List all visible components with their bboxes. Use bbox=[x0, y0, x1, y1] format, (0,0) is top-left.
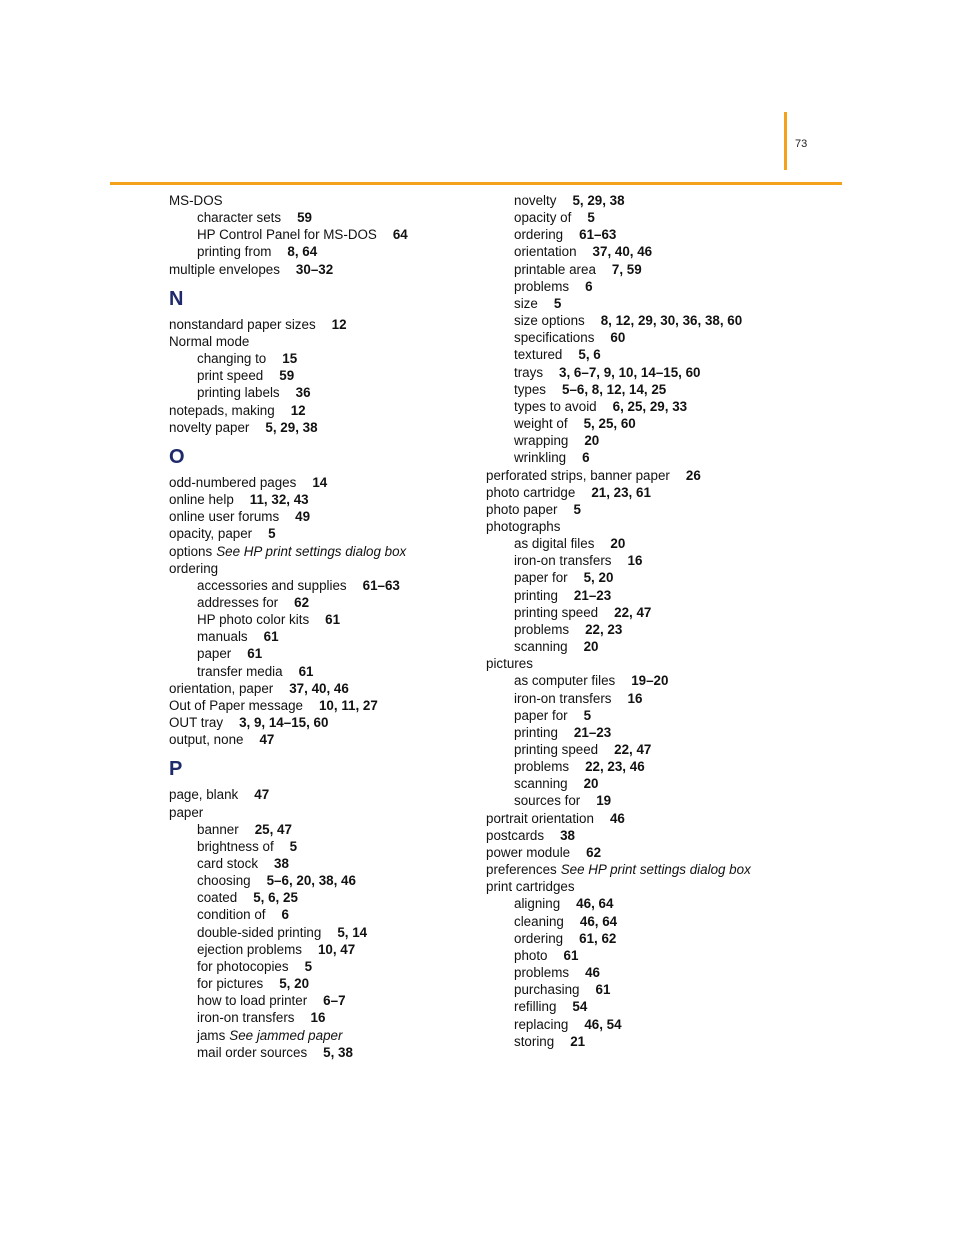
index-subentry bbox=[169, 367, 469, 384]
page-references: 47 bbox=[259, 732, 275, 748]
page-references: 59 bbox=[297, 210, 313, 226]
index-term: novelty paper bbox=[169, 419, 250, 435]
page-references: 25, 47 bbox=[254, 821, 292, 837]
page-references: 38 bbox=[560, 827, 575, 843]
page-references: 10, 47 bbox=[317, 941, 356, 957]
index-subentry bbox=[169, 838, 469, 855]
page-references: 20 bbox=[583, 639, 599, 655]
page-references: 61–63 bbox=[579, 227, 617, 243]
index-term: Normal mode bbox=[169, 333, 250, 349]
page-references: 5 bbox=[573, 501, 581, 517]
page-references: 26 bbox=[685, 467, 701, 483]
index-term: double-sided printing bbox=[197, 924, 322, 940]
page-references: 5 bbox=[268, 526, 276, 542]
index-subentry bbox=[486, 947, 816, 964]
index-term: paper bbox=[197, 646, 232, 662]
index-term: addresses for bbox=[197, 594, 279, 610]
header-horizontal-rule bbox=[110, 182, 842, 185]
page-references: 10, 11, 27 bbox=[318, 697, 378, 713]
index-subentry bbox=[169, 924, 469, 941]
index-subentry bbox=[169, 1044, 469, 1061]
index-subentry bbox=[486, 1016, 816, 1033]
index-subentry bbox=[169, 663, 469, 680]
index-subentry bbox=[486, 449, 816, 466]
page-references: 5, 14 bbox=[337, 924, 368, 940]
index-term: MS-DOS bbox=[169, 193, 223, 208]
page-references: 46, 54 bbox=[584, 1016, 622, 1032]
index-term: printing from bbox=[197, 244, 272, 260]
index-term: printing speed bbox=[514, 604, 599, 620]
index-term: condition of bbox=[197, 907, 266, 923]
index-subentry bbox=[169, 1027, 469, 1044]
page-references: 8, 64 bbox=[287, 244, 318, 260]
index-subentry bbox=[169, 1009, 469, 1026]
page-references: 46 bbox=[609, 810, 625, 826]
page-references: 61 bbox=[595, 982, 611, 998]
page-references: 6–7 bbox=[323, 993, 346, 1009]
index-subentry bbox=[486, 707, 816, 724]
index-subentry bbox=[169, 594, 469, 611]
index-subentry bbox=[169, 226, 469, 243]
index-term: how to load printer bbox=[197, 993, 308, 1009]
index-entry bbox=[486, 467, 816, 484]
index-term: character sets bbox=[197, 210, 282, 226]
index-term: purchasing bbox=[514, 982, 580, 998]
index-term: HP Control Panel for MS-DOS bbox=[197, 227, 377, 243]
header-vertical-rule bbox=[784, 112, 787, 170]
page-references: 19–20 bbox=[631, 673, 669, 689]
page-references: 46, 64 bbox=[579, 913, 618, 929]
page-references: 5 bbox=[304, 958, 313, 974]
index-subentry bbox=[169, 243, 469, 260]
page-references: 5–6, 20, 38, 46 bbox=[266, 873, 356, 889]
index-term: postcards bbox=[486, 827, 545, 843]
page-references: 61 bbox=[247, 646, 263, 662]
index-subentry bbox=[169, 975, 469, 992]
index-subentry bbox=[169, 209, 469, 226]
page-number: 73 bbox=[795, 138, 808, 150]
index-term: ordering bbox=[514, 227, 564, 243]
index-subentry bbox=[169, 645, 469, 662]
index-term: photographs bbox=[486, 518, 561, 534]
page-references: 62 bbox=[294, 594, 310, 610]
index-term: page, blank bbox=[169, 787, 239, 803]
index-subentry bbox=[486, 398, 816, 415]
index-subentry bbox=[169, 906, 469, 923]
index-subentry bbox=[486, 312, 816, 329]
page-references: 3, 6–7, 9, 10, 14–15, 60 bbox=[559, 364, 701, 380]
index-entry bbox=[486, 484, 816, 501]
page-references: 3, 9, 14–15, 60 bbox=[239, 715, 329, 731]
page-references: 20 bbox=[583, 776, 599, 792]
index-subentry bbox=[486, 381, 816, 398]
page-references: 61 bbox=[325, 612, 341, 628]
index-subentry bbox=[486, 261, 816, 278]
index-term: banner bbox=[197, 821, 239, 837]
page-references: 37, 40, 46 bbox=[289, 680, 349, 696]
index-subentry bbox=[169, 384, 469, 401]
index-entry bbox=[486, 861, 816, 878]
index-term: storing bbox=[514, 1033, 555, 1049]
page-references: 19 bbox=[596, 793, 612, 809]
page-references: 6 bbox=[281, 907, 289, 923]
index-subentry bbox=[169, 855, 469, 872]
index-term: size bbox=[514, 295, 538, 311]
index-subentry bbox=[169, 958, 469, 975]
index-term: odd-numbered pages bbox=[169, 474, 297, 490]
index-term: replacing bbox=[514, 1016, 569, 1032]
page-references: 61 bbox=[563, 947, 579, 963]
index-term: for pictures bbox=[197, 976, 264, 992]
page-references: 20 bbox=[584, 433, 600, 449]
index-entry bbox=[486, 810, 816, 827]
index-term: online help bbox=[169, 492, 234, 508]
index-subentry bbox=[169, 992, 469, 1009]
index-entry bbox=[169, 491, 469, 508]
page-references: 61 bbox=[298, 663, 314, 679]
index-subentry bbox=[169, 577, 469, 594]
index-entry bbox=[486, 655, 816, 672]
index-subentry bbox=[169, 889, 469, 906]
index-entry bbox=[169, 333, 469, 350]
page-references: 5 bbox=[553, 295, 562, 311]
index-subentry bbox=[486, 964, 816, 981]
index-term: pictures bbox=[486, 656, 533, 672]
page-references: 12 bbox=[331, 316, 347, 332]
index-term: accessories and supplies bbox=[197, 577, 347, 593]
index-subentry bbox=[486, 329, 816, 346]
index-entry bbox=[486, 518, 816, 535]
index-subentry bbox=[486, 672, 816, 689]
page-references: 5 bbox=[587, 210, 595, 226]
index-term: iron-on transfers bbox=[514, 690, 612, 706]
index-term: opacity of bbox=[514, 210, 572, 226]
index-subentry bbox=[486, 724, 816, 741]
index-term: paper for bbox=[514, 707, 568, 723]
index-term: perforated strips, banner paper bbox=[486, 467, 670, 483]
index-term: print speed bbox=[197, 368, 264, 384]
page-references: 37, 40, 46 bbox=[592, 244, 653, 260]
index-subentry bbox=[486, 690, 816, 707]
index-entry bbox=[169, 192, 469, 209]
index-term: refilling bbox=[514, 999, 557, 1015]
index-subentry bbox=[486, 638, 816, 655]
index-entry bbox=[169, 508, 469, 525]
index-term: cleaning bbox=[514, 913, 564, 929]
index-term: online user forums bbox=[169, 509, 280, 525]
index-subentry bbox=[486, 741, 816, 758]
index-term: ordering bbox=[169, 560, 219, 576]
index-term: photo cartridge bbox=[486, 484, 576, 500]
index-term: wrinkling bbox=[514, 450, 567, 466]
index-term: nonstandard paper sizes bbox=[169, 316, 316, 332]
index-term: specifications bbox=[514, 330, 595, 346]
page-references: 61 bbox=[263, 629, 279, 645]
page-references: 16 bbox=[627, 690, 643, 706]
index-term: power module bbox=[486, 844, 571, 860]
page-references: 5, 20 bbox=[279, 976, 310, 992]
index-term: problems bbox=[514, 759, 570, 775]
page-references: 21, 23, 61 bbox=[591, 484, 651, 500]
index-term: options bbox=[169, 543, 213, 559]
index-subentry bbox=[486, 415, 816, 432]
page-references: 16 bbox=[627, 553, 643, 569]
index-term: orientation, paper bbox=[169, 680, 274, 696]
page-references: 6 bbox=[582, 450, 590, 466]
page-references: 6 bbox=[585, 278, 593, 294]
index-subentry bbox=[486, 346, 816, 363]
index-term: preferences bbox=[486, 862, 557, 878]
page-references: 8, 12, 29, 30, 36, 38, 60 bbox=[600, 313, 743, 329]
index-term: wrapping bbox=[514, 433, 569, 449]
page-references: 22, 47 bbox=[614, 604, 652, 620]
index-subentry bbox=[486, 930, 816, 947]
index-term: jams bbox=[197, 1027, 226, 1043]
index-term: paper for bbox=[514, 570, 568, 586]
index-term: types to avoid bbox=[514, 398, 597, 414]
page-references: 14 bbox=[312, 474, 328, 490]
page-references: 5, 25, 60 bbox=[583, 416, 636, 432]
index-term: photo paper bbox=[486, 501, 558, 517]
page-references: 21–23 bbox=[573, 724, 612, 740]
index-term: printable area bbox=[514, 261, 596, 277]
index-term: for photocopies bbox=[197, 958, 289, 974]
index-term: trays bbox=[514, 364, 544, 380]
page-references: 38 bbox=[274, 856, 289, 871]
index-term: Out of Paper message bbox=[169, 697, 303, 713]
index-subentry bbox=[486, 913, 816, 930]
index-entry bbox=[486, 844, 816, 861]
index-subentry bbox=[486, 775, 816, 792]
index-term: printing bbox=[514, 587, 558, 603]
index-subentry bbox=[169, 941, 469, 958]
page-references: 60 bbox=[610, 330, 626, 346]
index-term: HP photo color kits bbox=[197, 612, 310, 628]
index-entry bbox=[486, 878, 816, 895]
index-entry bbox=[169, 525, 469, 542]
page-references: 22, 23, 46 bbox=[585, 759, 645, 775]
page-references: 64 bbox=[392, 227, 408, 243]
index-entry bbox=[169, 261, 469, 278]
index-subentry bbox=[486, 295, 816, 312]
index-column-right bbox=[486, 192, 816, 1050]
index-term: problems bbox=[514, 965, 570, 981]
index-column-left bbox=[169, 192, 469, 1061]
see-reference: See HP print settings dialog box bbox=[216, 543, 407, 559]
index-entry bbox=[169, 731, 469, 748]
page-references: 22, 47 bbox=[614, 742, 652, 757]
index-subentry bbox=[486, 535, 816, 552]
index-term: problems bbox=[514, 278, 570, 294]
index-term: output, none bbox=[169, 732, 244, 748]
index-subentry bbox=[486, 621, 816, 638]
section-letter-n: N bbox=[169, 287, 184, 310]
index-term: novelty bbox=[514, 193, 557, 208]
page-references: 5, 38 bbox=[323, 1044, 353, 1060]
index-term: aligning bbox=[514, 896, 561, 912]
index-term: as computer files bbox=[514, 673, 616, 689]
index-term: printing bbox=[514, 724, 558, 740]
index-term: opacity, paper bbox=[169, 526, 253, 542]
page-references: 11, 32, 43 bbox=[249, 492, 309, 508]
index-term: ejection problems bbox=[197, 941, 302, 957]
section-letter-p: P bbox=[169, 758, 183, 781]
index-subentry bbox=[486, 895, 816, 912]
index-term: orientation bbox=[514, 244, 577, 260]
page-references: 54 bbox=[572, 999, 588, 1015]
index-entry bbox=[169, 714, 469, 731]
index-subentry bbox=[486, 432, 816, 449]
page-references: 5–6, 8, 12, 14, 25 bbox=[562, 381, 667, 397]
index-subentry bbox=[486, 192, 816, 209]
index-term: portrait orientation bbox=[486, 810, 594, 826]
index-entry bbox=[169, 560, 469, 577]
page-references: 47 bbox=[254, 787, 270, 803]
page-references: 22, 23 bbox=[585, 621, 623, 637]
index-entry bbox=[486, 827, 816, 844]
index-subentry bbox=[486, 981, 816, 998]
index-term: ordering bbox=[514, 930, 564, 946]
page-references: 5, 20 bbox=[583, 570, 614, 586]
index-term: transfer media bbox=[197, 663, 283, 679]
page-references: 62 bbox=[586, 844, 602, 860]
page-references: 12 bbox=[290, 402, 306, 418]
index-term: sources for bbox=[514, 793, 581, 809]
page-references: 6, 25, 29, 33 bbox=[612, 398, 688, 414]
page-references: 61–63 bbox=[362, 577, 400, 593]
index-term: scanning bbox=[514, 639, 568, 655]
index-subentry bbox=[486, 792, 816, 809]
index-entry bbox=[169, 402, 469, 419]
index-subentry bbox=[486, 587, 816, 604]
index-term: textured bbox=[514, 347, 563, 363]
index-subentry bbox=[169, 628, 469, 645]
index-term: mail order sources bbox=[197, 1044, 308, 1060]
page-references: 5, 29, 38 bbox=[572, 193, 625, 208]
index-entry bbox=[169, 697, 469, 714]
index-entry bbox=[169, 316, 469, 333]
page-references: 20 bbox=[610, 536, 626, 552]
index-term: scanning bbox=[514, 776, 568, 792]
section-letter-o: O bbox=[169, 445, 185, 468]
index-entry bbox=[169, 680, 469, 697]
index-term: choosing bbox=[197, 873, 251, 889]
index-subentry bbox=[486, 604, 816, 621]
page-references: 5, 29, 38 bbox=[265, 419, 318, 435]
index-term: OUT tray bbox=[169, 715, 224, 731]
page-references: 46, 64 bbox=[576, 896, 614, 912]
index-subentry bbox=[486, 552, 816, 569]
index-term: notepads, making bbox=[169, 402, 275, 418]
index-term: multiple envelopes bbox=[169, 261, 280, 277]
index-subentry bbox=[486, 226, 816, 243]
index-subentry bbox=[486, 278, 816, 295]
index-term: problems bbox=[514, 621, 570, 637]
page-references: 59 bbox=[279, 368, 295, 384]
index-subentry bbox=[169, 821, 469, 838]
index-term: paper bbox=[169, 804, 204, 820]
index-subentry bbox=[169, 872, 469, 889]
index-term: printing labels bbox=[197, 385, 280, 401]
index-subentry bbox=[169, 611, 469, 628]
index-term: card stock bbox=[197, 856, 259, 871]
index-subentry bbox=[486, 1033, 816, 1050]
index-term: manuals bbox=[197, 629, 248, 645]
page-references: 16 bbox=[310, 1010, 326, 1026]
index-subentry bbox=[486, 364, 816, 381]
index-term: brightness of bbox=[197, 838, 274, 854]
page-references: 21 bbox=[570, 1033, 586, 1049]
index-subentry bbox=[169, 350, 469, 367]
index-term: iron-on transfers bbox=[197, 1010, 295, 1026]
page-references: 5, 6, 25 bbox=[253, 890, 298, 906]
index-term: weight of bbox=[514, 416, 568, 432]
page-references: 49 bbox=[295, 509, 311, 525]
index-subentry bbox=[486, 998, 816, 1015]
page-references: 46 bbox=[585, 965, 600, 981]
index-subentry bbox=[486, 569, 816, 586]
index-term: as digital files bbox=[514, 536, 595, 552]
page-references: 5 bbox=[583, 707, 592, 723]
index-subentry bbox=[486, 243, 816, 260]
page-references: 15 bbox=[282, 351, 298, 367]
page-references: 36 bbox=[295, 385, 311, 401]
index-term: photo bbox=[514, 947, 548, 963]
index-entry bbox=[486, 501, 816, 518]
see-reference: See HP print settings dialog box bbox=[560, 862, 751, 878]
index-term: print cartridges bbox=[486, 879, 575, 895]
page-references: 7, 59 bbox=[611, 261, 642, 277]
index-subentry bbox=[486, 758, 816, 775]
index-entry bbox=[169, 419, 469, 436]
page-references: 21–23 bbox=[573, 587, 612, 603]
page-references: 30–32 bbox=[295, 261, 334, 277]
index-term: coated bbox=[197, 890, 238, 906]
page-references: 61, 62 bbox=[579, 930, 617, 946]
index-term: changing to bbox=[197, 351, 267, 367]
index-subentry bbox=[486, 209, 816, 226]
index-entry bbox=[169, 804, 469, 821]
index-term: types bbox=[514, 381, 547, 397]
index-entry bbox=[169, 474, 469, 491]
index-entry bbox=[169, 786, 469, 803]
page-references: 5, 6 bbox=[578, 347, 601, 363]
page-references: 5 bbox=[289, 838, 298, 854]
see-reference: See jammed paper bbox=[229, 1027, 343, 1043]
index-term: size options bbox=[514, 313, 585, 329]
index-entry bbox=[169, 543, 469, 560]
index-term: iron-on transfers bbox=[514, 553, 612, 569]
index-term: printing speed bbox=[514, 742, 599, 757]
